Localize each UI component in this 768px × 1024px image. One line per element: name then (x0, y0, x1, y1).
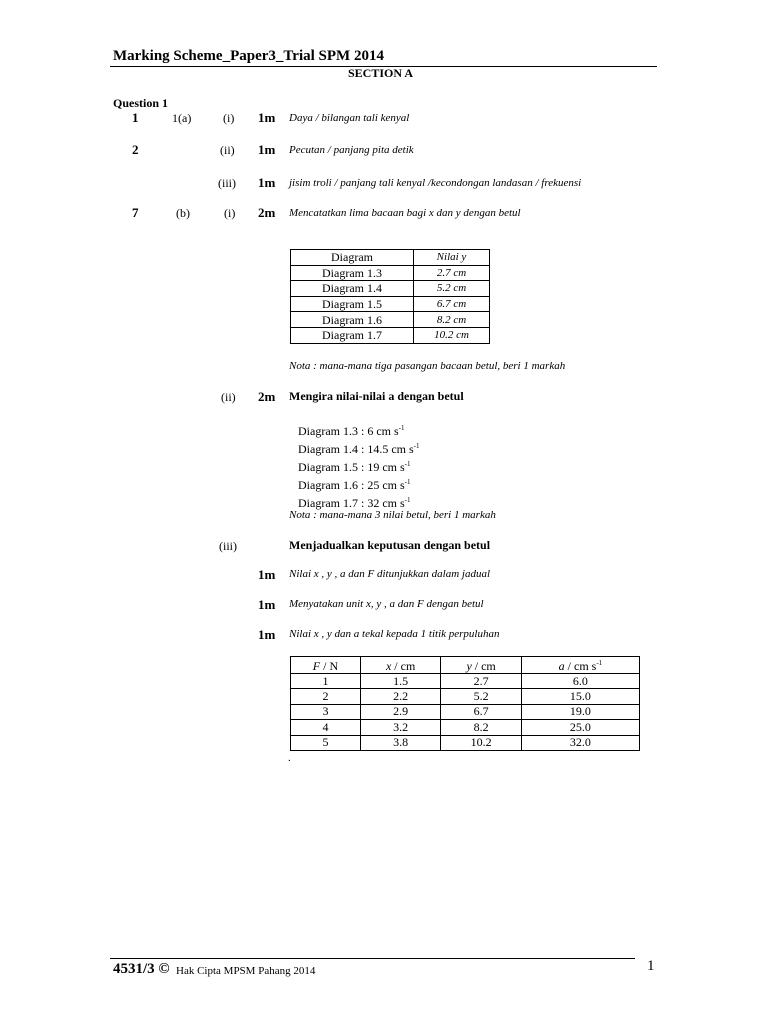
table-cell: Diagram 1.5 (291, 296, 414, 312)
row-desc: jisim troli / panjang tali kenyal /kecondongan landasan / frekuensi (289, 177, 582, 189)
table-cell: 10.2 cm (414, 327, 490, 343)
readings-table (290, 249, 490, 344)
section-heading: SECTION A (348, 66, 414, 80)
row-part: (iii) (219, 539, 237, 553)
table-header: a / cm $s^{-1}$ (521, 657, 639, 674)
criterion-mark: 1m (258, 567, 276, 582)
table-cell: 15.0 (521, 689, 639, 704)
table-cell: 5.2 (441, 689, 521, 704)
criterion-text: Menyatakan unit x, y , a dan F dengan betul (289, 598, 484, 610)
table-header-row (291, 250, 490, 266)
table-cell: Diagram 1.7 (291, 327, 414, 343)
table-row (291, 312, 490, 328)
question-label: Question 1 (113, 96, 169, 110)
list-item: Diagram 1.7 : 32 cm $s^{-1}$ (298, 496, 411, 510)
table-header: Diagram (291, 250, 414, 266)
table-cell: 4 (291, 720, 361, 735)
table-row (291, 720, 640, 735)
table-row (291, 265, 490, 281)
table-row (291, 296, 490, 312)
table-cell: Diagram 1.3 (291, 265, 414, 281)
table-cell: Diagram 1.4 (291, 281, 414, 297)
row-part: (ii) (220, 143, 235, 157)
row-part: (ii) (221, 390, 236, 404)
table-cell: 2 (291, 689, 361, 704)
acceleration-values (298, 421, 420, 511)
table-cell: 5.2 cm (414, 281, 490, 297)
row-number: 2 (132, 142, 139, 157)
row-desc: Mengira nilai-nilai a dengan betul (289, 389, 464, 403)
note: Nota : mana-mana tiga pasangan bacaan betul, beri 1 markah (289, 360, 566, 372)
table-cell: 6.0 (521, 674, 639, 689)
table-cell: 2.7 (441, 674, 521, 689)
table-row (291, 735, 640, 750)
table-cell: 1 (291, 674, 361, 689)
table-row (291, 327, 490, 343)
row-mark: 2m (258, 205, 276, 220)
row-desc: Pecutan / panjang pita detik (289, 144, 414, 156)
table-cell: 1.5 (360, 674, 440, 689)
row-desc: Mencatatkan lima bacaan bagi x dan y dengan betul (289, 207, 521, 219)
list-item: Diagram 1.5 : 19 cm $s^{-1}$ (298, 460, 411, 474)
table-header-row (291, 657, 640, 674)
table-header: x / cm (360, 657, 440, 674)
table-row (291, 704, 640, 719)
table-cell: 2.2 (360, 689, 440, 704)
row-desc: Daya / bilangan tali kenyal (289, 112, 410, 124)
row-number: 1 (132, 110, 139, 125)
table-row (291, 689, 640, 704)
row-mark: 2m (258, 389, 276, 404)
table-cell: 10.2 (441, 735, 521, 750)
criterion-text: Nilai x , y dan a tekal kepada 1 titik perpuluhan (289, 628, 500, 640)
criterion-mark: 1m (258, 597, 276, 612)
table-cell: 8.2 (441, 720, 521, 735)
criterion-text: Nilai x , y , a dan F ditunjukkan dalam jadual (289, 568, 491, 580)
page-number: 1 (647, 958, 655, 974)
row-mark: 1m (258, 142, 276, 157)
footer-rule (110, 958, 635, 959)
table-cell: 6.7 (441, 704, 521, 719)
list-item: Diagram 1.6 : 25 cm $s^{-1}$ (298, 478, 411, 492)
results-table (290, 656, 640, 751)
table-cell: 3.8 (360, 735, 440, 750)
table-cell: 3 (291, 704, 361, 719)
row-sub: (b) (176, 206, 190, 220)
row-part: (i) (223, 111, 235, 125)
table-cell: 32.0 (521, 735, 639, 750)
row-mark: 1m (258, 110, 276, 125)
table-cell: 19.0 (521, 704, 639, 719)
row-number: 7 (132, 205, 139, 220)
table-cell: 5 (291, 735, 361, 750)
row-mark: 1m (258, 175, 276, 190)
table-cell: Diagram 1.6 (291, 312, 414, 328)
table-header: F / N (291, 657, 361, 674)
list-item: Diagram 1.3 : 6 cm $s^{-1}$ (298, 424, 405, 438)
table-cell: 2.7 cm (414, 265, 490, 281)
copyright-text: Hak Cipta MPSM Pahang 2014 (176, 965, 316, 977)
paper-code: 4531/3 © (113, 961, 170, 977)
row-part: (i) (224, 206, 236, 220)
table-cell: 3.2 (360, 720, 440, 735)
row-desc: Menjadualkan keputusan dengan betul (289, 538, 491, 552)
table-row (291, 281, 490, 297)
table-cell: 6.7 cm (414, 296, 490, 312)
table-header: y / cm (441, 657, 521, 674)
table-cell: 25.0 (521, 720, 639, 735)
list-item: Diagram 1.4 : 14.5 cm $s^{-1}$ (298, 442, 420, 456)
table-cell: 8.2 cm (414, 312, 490, 328)
row-sub: 1(a) (172, 111, 192, 125)
note: Nota : mana-mana 3 nilai betul, beri 1 markah (289, 509, 496, 521)
table-cell: 2.9 (360, 704, 440, 719)
stray-mark: . (288, 752, 291, 764)
table-row (291, 674, 640, 689)
document-title: Marking Scheme_Paper3_Trial SPM 2014 (113, 48, 384, 64)
criterion-mark: 1m (258, 627, 276, 642)
table-header: Nilai y (414, 250, 490, 266)
row-part: (iii) (218, 176, 236, 190)
